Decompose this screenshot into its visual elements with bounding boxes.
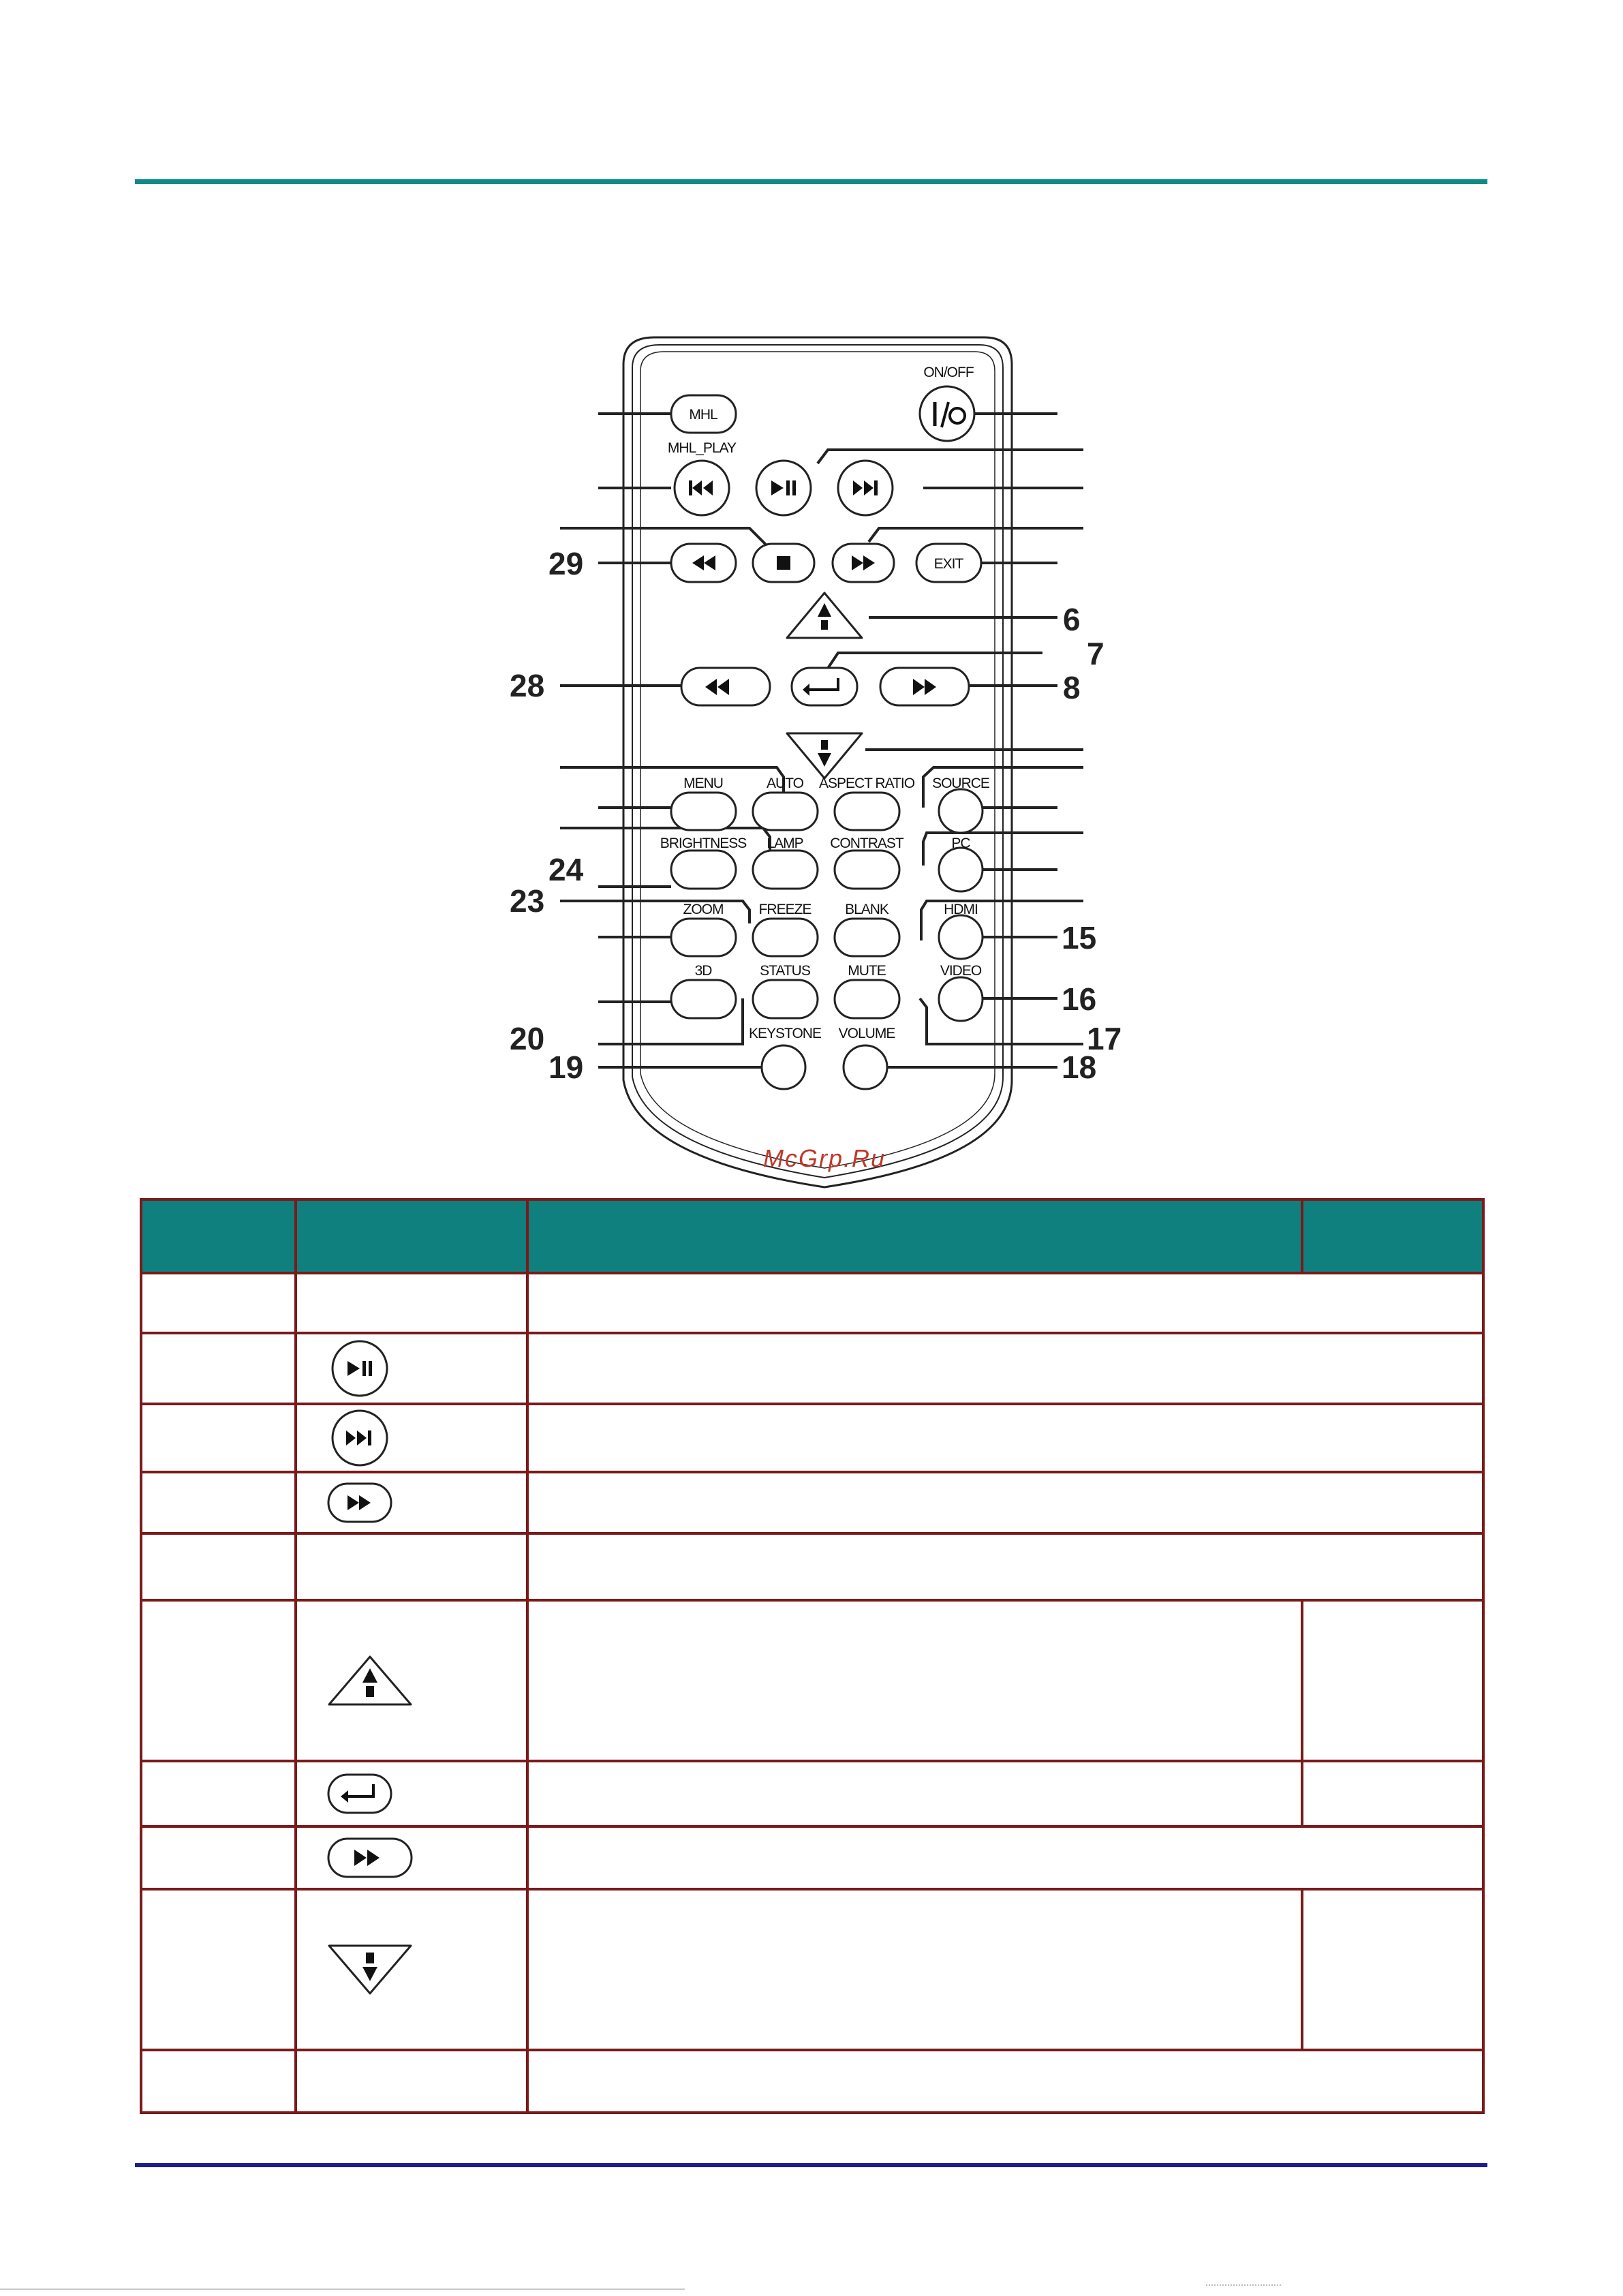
menu-button xyxy=(671,793,736,830)
bottom-rule xyxy=(135,2163,1487,2167)
table-row xyxy=(141,2050,1483,2113)
table-cell xyxy=(141,1761,296,1826)
freeze-button xyxy=(753,919,818,956)
table-icon-cell xyxy=(296,1889,527,2050)
zoom-label: ZOOM xyxy=(683,902,724,917)
contrast-label: CONTRAST xyxy=(830,836,903,851)
table-row xyxy=(141,1826,1483,1889)
table-row xyxy=(141,1472,1483,1533)
source-label: SOURCE xyxy=(932,776,989,791)
table-cell xyxy=(527,1826,1483,1889)
table-icon-cell xyxy=(296,1333,527,1404)
mute-label: MUTE xyxy=(848,963,886,979)
callout-17: 17 xyxy=(1087,1021,1122,1056)
table-row xyxy=(141,1600,1483,1761)
volume-button xyxy=(844,1045,887,1089)
status-button xyxy=(753,980,818,1018)
table-cell xyxy=(527,1273,1483,1333)
table-header-row xyxy=(141,1199,1483,1273)
header-cell xyxy=(1302,1199,1483,1273)
auto-button xyxy=(753,793,818,830)
callout-lines xyxy=(560,414,784,1067)
table-row xyxy=(141,1761,1483,1826)
pc-button xyxy=(939,848,983,891)
table-cell xyxy=(141,1533,296,1600)
aspect-ratio-button xyxy=(835,793,899,830)
freeze-label: FREEZE xyxy=(758,902,812,917)
table-cell xyxy=(141,1273,296,1333)
callout-28: 28 xyxy=(510,668,545,703)
table-icon-cell xyxy=(296,1761,527,1826)
video-button xyxy=(939,977,983,1021)
callout-19: 19 xyxy=(548,1050,584,1085)
table-cell xyxy=(527,1889,1302,2050)
right-arrow-icon xyxy=(326,1836,414,1880)
table-cell xyxy=(141,1333,296,1404)
brightness-button xyxy=(671,851,736,889)
table-cell xyxy=(1302,1600,1483,1761)
table-cell xyxy=(527,1600,1302,1761)
blank-button xyxy=(835,919,899,956)
table-cell xyxy=(527,1404,1483,1472)
zoom-button xyxy=(671,919,736,956)
lamp-label: LAMP xyxy=(767,836,803,851)
button-glyphs xyxy=(689,402,965,767)
footer-line xyxy=(0,2289,685,2290)
keystone-label: KEYSTONE xyxy=(749,1026,821,1041)
auto-label: AUTO xyxy=(767,776,803,791)
play-pause-icon xyxy=(326,1338,394,1399)
callout-24: 24 xyxy=(548,852,584,887)
power-button xyxy=(920,386,974,441)
table-cell xyxy=(141,1600,296,1761)
header-cell xyxy=(527,1199,1302,1273)
brightness-label: BRIGHTNESS xyxy=(660,836,747,851)
skip-next-icon xyxy=(326,1407,394,1469)
table-cell xyxy=(527,1333,1483,1404)
table-cell xyxy=(141,1889,296,2050)
table-cell xyxy=(527,1533,1483,1600)
volume-label: VOLUME xyxy=(838,1026,895,1041)
table-cell xyxy=(296,1533,527,1600)
table-cell xyxy=(527,1761,1302,1826)
callout-29: 29 xyxy=(548,546,584,581)
table-cell xyxy=(527,1472,1483,1533)
callout-20: 20 xyxy=(510,1021,545,1056)
table-icon-cell xyxy=(296,1404,527,1472)
video-label: VIDEO xyxy=(940,963,982,979)
mute-button xyxy=(835,980,899,1018)
table-cell xyxy=(141,2050,296,2113)
contrast-button xyxy=(835,851,899,889)
hdmi-label: HDMI xyxy=(944,902,978,917)
down-arrow-icon xyxy=(326,1942,414,1997)
table-row xyxy=(141,1889,1483,2050)
callout-23: 23 xyxy=(510,883,545,919)
up-arrow-icon xyxy=(326,1653,414,1708)
blank-label: BLANK xyxy=(845,902,888,917)
table-row xyxy=(141,1273,1483,1333)
lamp-button xyxy=(753,851,818,889)
3d-label: 3D xyxy=(694,963,712,979)
callout-6: 6 xyxy=(1063,602,1081,637)
table-cell xyxy=(296,2050,527,2113)
exit-label: EXIT xyxy=(933,556,963,572)
menu-label: MENU xyxy=(683,776,723,791)
table-cell xyxy=(141,1404,296,1472)
table-icon-cell xyxy=(296,1826,527,1889)
callout-15: 15 xyxy=(1062,920,1097,955)
table-cell xyxy=(1302,1761,1483,1826)
watermark: McGrp.Ru xyxy=(762,1144,886,1172)
hdmi-button xyxy=(939,915,983,959)
table-cell xyxy=(527,2050,1483,2113)
aspect-ratio-label: ASPECT RATIO xyxy=(818,776,915,791)
source-button xyxy=(939,789,983,833)
pc-label: PC xyxy=(951,836,970,851)
table-row xyxy=(141,1533,1483,1600)
mhl-play-label: MHL_PLAY xyxy=(667,440,737,456)
footer-mark xyxy=(1206,2284,1281,2294)
status-label: STATUS xyxy=(760,963,810,979)
table-row xyxy=(141,1404,1483,1472)
mhl-label: MHL xyxy=(689,407,717,423)
enter-button xyxy=(792,668,857,705)
table-row xyxy=(141,1333,1483,1404)
callout-18: 18 xyxy=(1062,1050,1097,1085)
remote-function-table xyxy=(140,1198,1485,2114)
enter-icon xyxy=(326,1772,394,1816)
fast-forward-icon xyxy=(326,1481,394,1525)
keystone-button xyxy=(762,1045,805,1089)
callout-8: 8 xyxy=(1063,670,1081,705)
callout-7: 7 xyxy=(1087,636,1104,671)
callout-16: 16 xyxy=(1062,981,1097,1017)
table-cell xyxy=(141,1472,296,1533)
table-cell xyxy=(1302,1889,1483,2050)
table-icon-cell xyxy=(296,1600,527,1761)
header-cell xyxy=(296,1199,527,1273)
on-off-label: ON/OFF xyxy=(923,365,974,380)
table-icon-cell xyxy=(296,1472,527,1533)
table-cell xyxy=(141,1826,296,1889)
header-cell xyxy=(141,1199,296,1273)
3d-button xyxy=(671,980,736,1018)
table-cell xyxy=(296,1273,527,1333)
